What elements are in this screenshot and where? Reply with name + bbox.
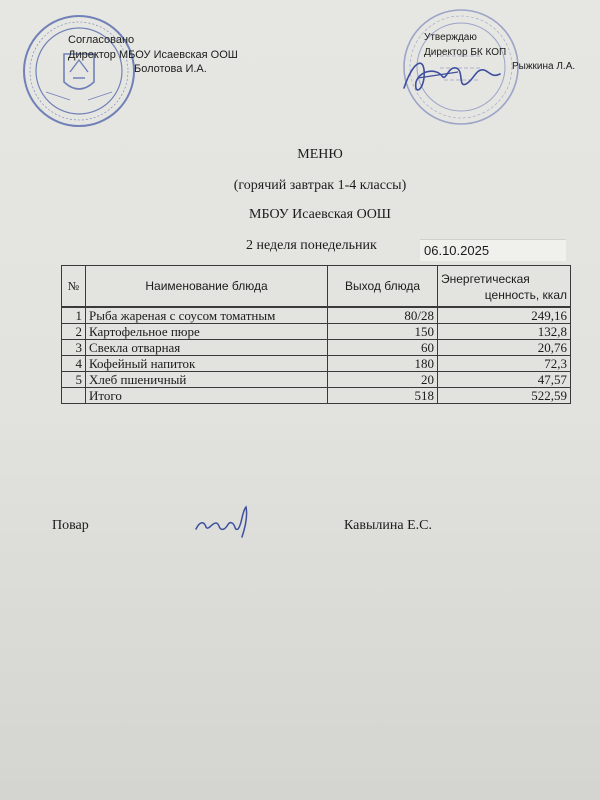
dish-energy: 72,3 [438, 356, 571, 372]
approval-label: Утверждаю [424, 32, 477, 43]
row-number: 1 [62, 307, 86, 324]
row-number: 5 [62, 372, 86, 388]
total-label: Итого [86, 388, 328, 404]
dish-energy: 47,57 [438, 372, 571, 388]
school-name: МБОУ Исаевская ООШ [249, 207, 391, 222]
table-header-row [62, 266, 571, 308]
dish-name: Хлеб пшеничный [86, 372, 328, 388]
document-subtitle: (горячий завтрак 1-4 классы) [233, 178, 407, 193]
dish-energy: 132,8 [438, 324, 571, 340]
dish-yield: 180 [328, 356, 438, 372]
agreement-person: Болотова И.А. [134, 63, 207, 75]
total-row [62, 388, 571, 404]
cook-role: Повар [52, 518, 89, 533]
total-yield: 518 [328, 388, 438, 404]
menu-table [61, 265, 571, 404]
menu-date: 06.10.2025 [420, 239, 566, 261]
dish-name: Свекла отварная [86, 340, 328, 356]
column-header-yield: Выход блюда [328, 266, 438, 308]
approval-block [424, 31, 575, 75]
cook-signature [192, 503, 256, 539]
table-row [62, 372, 571, 388]
dish-name: Кофейный напиток [86, 356, 328, 372]
dish-yield: 80/28 [328, 307, 438, 324]
row-number: 3 [62, 340, 86, 356]
column-header-number: № [62, 266, 86, 308]
table-row [62, 324, 571, 340]
dish-yield: 150 [328, 324, 438, 340]
total-energy: 522,59 [438, 388, 571, 404]
column-header-energy [438, 266, 571, 308]
agreement-position: Директор МБОУ Исаевская ООШ [68, 48, 238, 61]
agreement-block [68, 33, 238, 77]
dish-name: Рыба жареная с соусом томатным [86, 307, 328, 324]
week-day-label: 2 неделя понедельник [246, 238, 377, 253]
table-row [62, 356, 571, 372]
table-row [62, 307, 571, 324]
dish-energy: 20,76 [438, 340, 571, 356]
row-number: 2 [62, 324, 86, 340]
column-header-dish: Наименование блюда [86, 266, 328, 308]
dish-yield: 20 [328, 372, 438, 388]
approval-person: Рыжкина Л.А. [512, 61, 576, 72]
approval-position: Директор БК КОП [424, 46, 507, 58]
table-row [62, 340, 571, 356]
energy-header-line1: Энергетическая [441, 272, 530, 286]
cook-name: Кавылина Е.С. [344, 518, 432, 533]
dish-name: Картофельное пюре [86, 324, 328, 340]
row-number: 4 [62, 356, 86, 372]
energy-header-line2: ценность, ккал [484, 288, 567, 302]
total-number [62, 388, 86, 404]
agreement-label: Согласовано [68, 34, 135, 46]
dish-yield: 60 [328, 340, 438, 356]
dish-energy: 249,16 [438, 307, 571, 324]
document-title: МЕНЮ [297, 147, 343, 162]
